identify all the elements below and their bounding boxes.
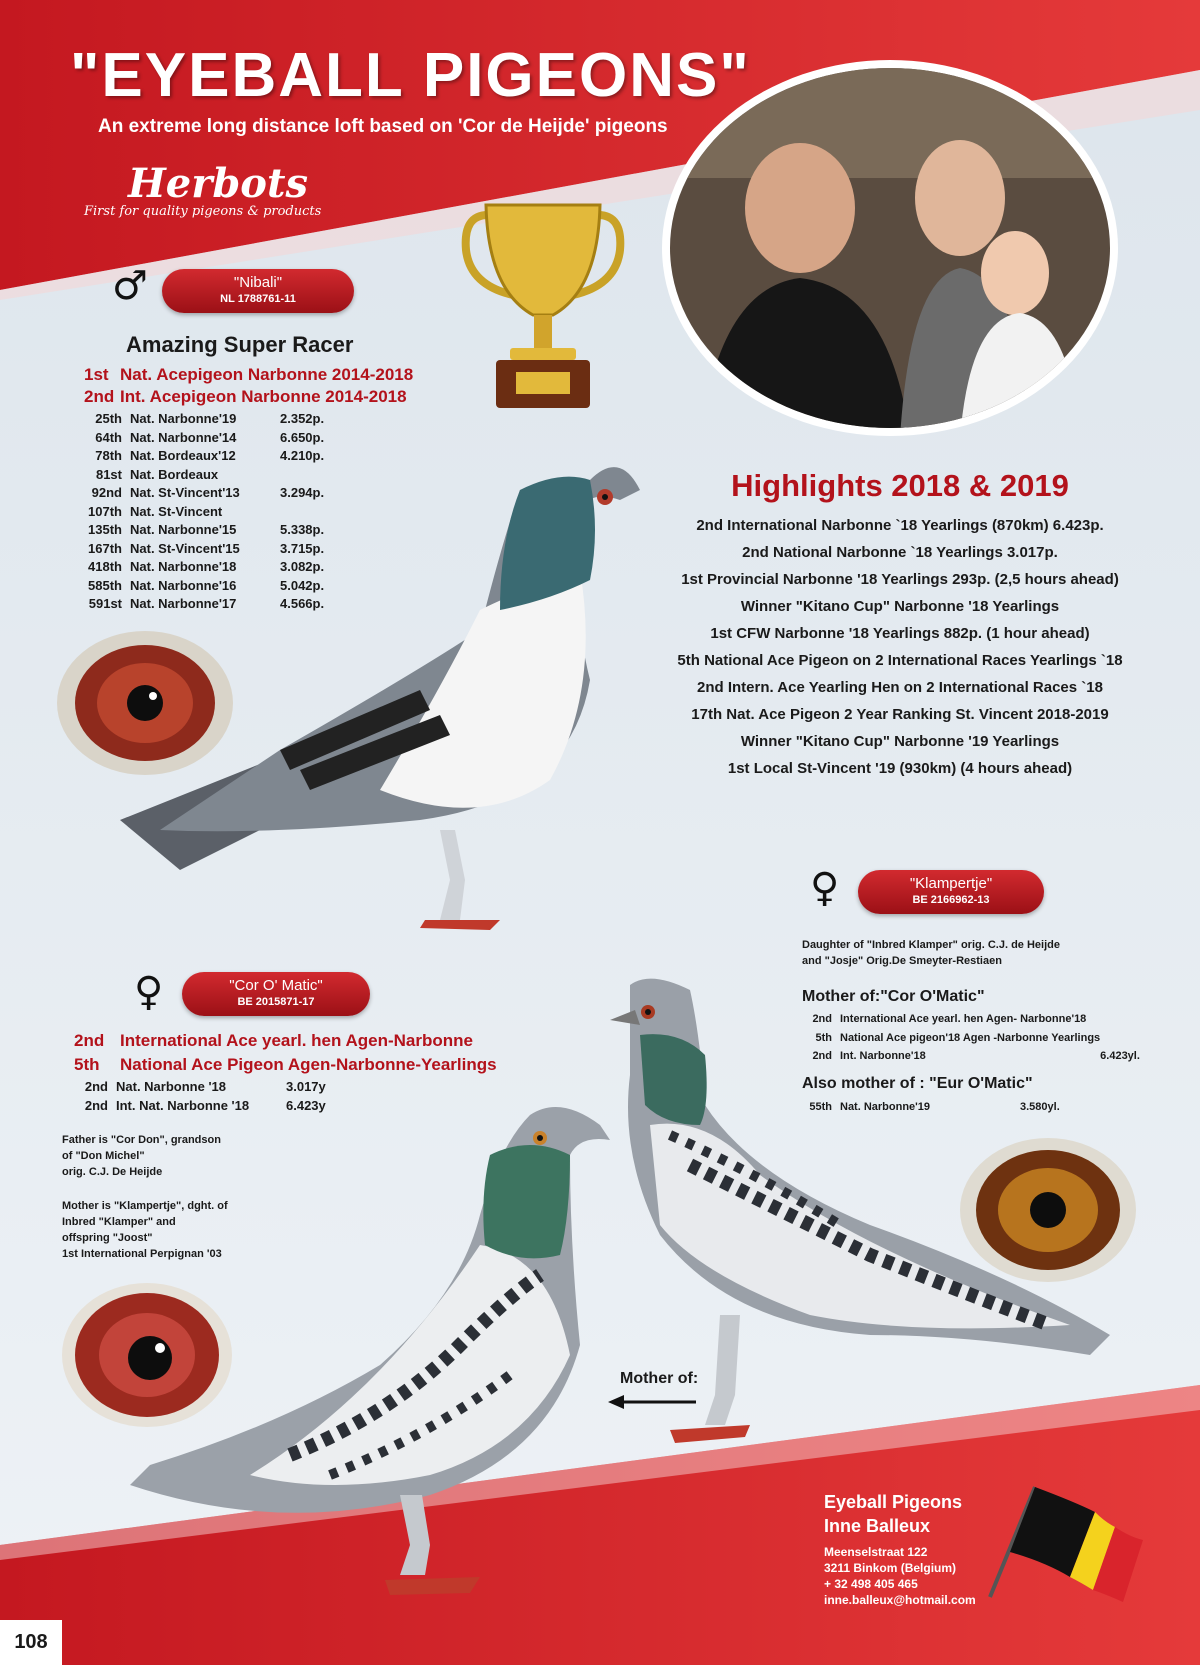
result-place: 418th xyxy=(88,559,122,574)
trophy-icon xyxy=(458,200,628,415)
result-place: 64th xyxy=(95,429,122,445)
contact-owner: Inne Balleux xyxy=(824,1516,931,1536)
result-place: 585th xyxy=(88,577,122,593)
mother-of-arrow-label: Mother of: xyxy=(620,1370,699,1387)
nibali-name-badge xyxy=(162,269,354,313)
nibali-eye-image xyxy=(55,628,235,778)
cor-o-matic-ring: BE 2015871-17 xyxy=(237,996,315,1008)
result-birds: 4.566p. xyxy=(280,596,325,611)
result-race: Nat. St-Vincent'13 xyxy=(130,485,240,500)
table-row: 2nd Int. Acepigeon Narbonne 2014-2018 xyxy=(84,387,407,406)
result-race: Nat. Narbonne'18 xyxy=(130,559,237,574)
nibali-headline: Amazing Super Racer xyxy=(126,332,354,357)
klampertje-pigeon-image xyxy=(610,975,1130,1495)
contact-loft: Eyeball Pigeons xyxy=(824,1492,963,1512)
result-birds: 6.423yl. xyxy=(1100,1050,1140,1062)
cor-o-matic-name: "Cor O' Matic" xyxy=(229,977,323,994)
contact-email: inne.balleux@hotmail.com xyxy=(824,1593,976,1607)
result-place: 92nd xyxy=(91,485,122,500)
page-subtitle: An extreme long distance loft based on 'Cor de Heijde' pigeons xyxy=(98,116,668,137)
klampertje-origin: Daughter of "Inbred Klamper" orig. C.J. de Heijde and "Josje" Orig.De Smeyter-Restiaen xyxy=(802,939,1060,967)
klampertje-also-mother-title: Also mother of : "Eur O'Matic" xyxy=(802,1075,1033,1092)
result-place: 78th xyxy=(95,448,122,463)
highlights-block xyxy=(640,468,1160,782)
result-place: 2nd xyxy=(84,1097,108,1113)
table-row: 1st Nat. Acepigeon Narbonne 2014-2018 xyxy=(84,365,414,384)
highlight-line: 1st CFW Narbonne '18 Yearlings 882p. (1 hour ahead) xyxy=(710,625,1090,642)
result-race: Nat. Narbonne'14 xyxy=(130,429,237,445)
nibali-ring: NL 1788761-11 xyxy=(220,293,296,305)
page-title: "EYEBALL PIGEONS" xyxy=(70,41,751,110)
table-row: 5th National Ace Pigeon Agen-Narbonne-Yearlings xyxy=(74,1055,497,1074)
result-place: 167th xyxy=(88,540,122,556)
result-race: Nat. Bordeaux xyxy=(130,466,219,482)
table-row: 2nd International Ace yearl. hen Agen-Narbonne xyxy=(74,1031,473,1050)
result-birds: 4.210p. xyxy=(280,448,325,463)
table-row xyxy=(78,429,350,448)
female-symbol-icon: ♀ xyxy=(810,865,840,911)
result-place: 107th xyxy=(88,503,122,519)
table-row xyxy=(78,410,350,429)
result-birds: 3.580yl. xyxy=(1020,1101,1060,1113)
highlights-list xyxy=(640,512,1160,782)
belgian-flag-icon xyxy=(985,1482,1145,1602)
brand-tagline: First for quality pigeons & products xyxy=(84,204,322,219)
result-place: 5th xyxy=(815,1031,832,1044)
result-race: Nat. Narbonne '18 xyxy=(116,1079,227,1094)
klampertje-name-badge xyxy=(858,870,1044,914)
cor-o-matic-top-results xyxy=(74,1029,497,1077)
result-birds: 3.082p. xyxy=(280,559,325,574)
result-place: 25th xyxy=(95,411,122,426)
highlight-line: 5th National Ace Pigeon on 2 International Races Yearlings `18 xyxy=(677,652,1123,669)
highlight-line: 2nd Intern. Ace Yearling Hen on 2 International Races `18 xyxy=(697,679,1103,696)
brand-logo: Herbots xyxy=(128,160,308,207)
result-place: 2nd xyxy=(84,1079,108,1094)
highlight-line: 2nd International Narbonne `18 Yearlings (870km) 6.423p. xyxy=(696,517,1104,534)
result-race: Int. Narbonne'18 xyxy=(840,1050,926,1062)
result-birds: 5.338p. xyxy=(280,522,325,537)
result-race: Nat. Narbonne'19 xyxy=(840,1101,931,1113)
page-number: 108 xyxy=(0,1620,62,1665)
result-race: Nat. Narbonne'17 xyxy=(130,596,237,611)
klampertje-name: "Klampertje" xyxy=(909,875,993,892)
klampertje-ring: BE 2166962-13 xyxy=(912,894,990,906)
contact-city: 3211 Binkom (Belgium) xyxy=(824,1561,957,1575)
result-race: International Ace yearl. hen Agen- Narbonne'18 xyxy=(840,1013,1087,1025)
result-race: Nat. Narbonne'15 xyxy=(130,522,237,537)
result-place: 55th xyxy=(809,1101,832,1113)
highlights-title: Highlights 2018 & 2019 xyxy=(731,468,1069,503)
result-place: 2nd xyxy=(812,1050,832,1062)
nibali-name: "Nibali" xyxy=(233,274,283,291)
family-photo xyxy=(660,58,1120,438)
contact-block xyxy=(824,1490,976,1608)
female-symbol-icon: ♀ xyxy=(134,969,164,1015)
cor-o-matic-pigeon-image xyxy=(130,1095,630,1620)
male-symbol-icon: ♂ xyxy=(112,263,148,309)
highlight-line: 17th Nat. Ace Pigeon 2 Year Ranking St. Vincent 2018-2019 xyxy=(691,706,1109,723)
highlight-line: Winner "Kitano Cup" Narbonne '19 Yearlings xyxy=(740,733,1060,750)
highlight-line: 1st Provincial Narbonne '18 Yearlings 293p. (2,5 hours ahead) xyxy=(681,571,1119,588)
result-birds: 3.715p. xyxy=(280,540,325,556)
result-race: Nat. St-Vincent xyxy=(130,503,223,519)
highlight-line: 1st Local St-Vincent '19 (930km) (4 hours ahead) xyxy=(727,760,1073,777)
highlight-line: Winner "Kitano Cup" Narbonne '18 Yearlings xyxy=(740,598,1060,615)
result-race: Nat. St-Vincent'15 xyxy=(130,540,240,556)
cor-o-matic-mother-note: Mother is "Klampertje", dght. of Inbred "Klamper" and offspring "Joost" 1st International Perpignan '03 xyxy=(62,1200,228,1260)
result-birds: 6.650p. xyxy=(280,429,325,445)
result-birds: 3.017y xyxy=(286,1079,326,1094)
result-race: Nat. Bordeaux'12 xyxy=(130,448,236,463)
result-birds: 5.042p. xyxy=(280,577,325,593)
result-race: Nat. Narbonne'16 xyxy=(130,577,237,593)
result-race: Nat. Narbonne'19 xyxy=(130,411,237,426)
result-birds: 6.423y xyxy=(286,1097,326,1113)
result-place: 591st xyxy=(88,596,122,611)
result-race: National Ace pigeon'18 Agen -Narbonne Yearlings xyxy=(840,1031,1101,1044)
cor-o-matic-name-badge xyxy=(182,972,370,1016)
highlight-line: 2nd National Narbonne `18 Yearlings 3.017p. xyxy=(742,544,1058,561)
result-place: 81st xyxy=(95,466,122,482)
result-place: 2nd xyxy=(812,1013,832,1025)
result-race: Int. Nat. Narbonne '18 xyxy=(116,1097,250,1113)
result-birds: 3.294p. xyxy=(280,485,325,500)
klampertje-mother-of-title: Mother of:"Cor O'Matic" xyxy=(802,988,985,1005)
cor-o-matic-father-note: Father is "Cor Don", grandson of "Don Michel" orig. C.J. De Heijde xyxy=(62,1134,221,1178)
contact-street: Meenselstraat 122 xyxy=(824,1545,928,1559)
result-place: 135th xyxy=(88,522,122,537)
table-row xyxy=(82,1078,356,1097)
contact-phone: + 32 498 405 465 xyxy=(824,1577,918,1591)
result-birds: 2.352p. xyxy=(280,411,325,426)
nibali-top-results xyxy=(84,364,413,408)
